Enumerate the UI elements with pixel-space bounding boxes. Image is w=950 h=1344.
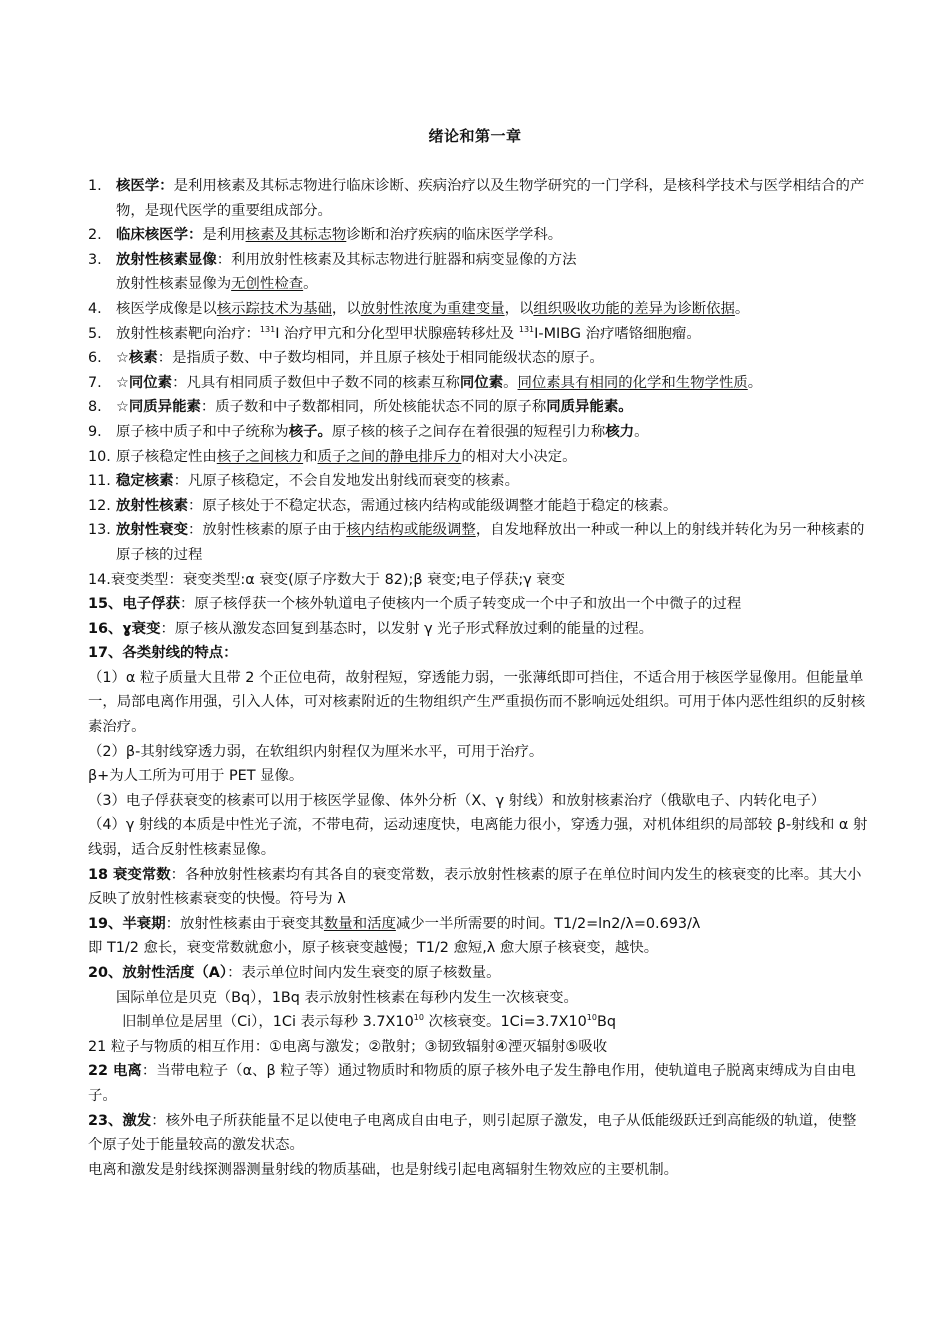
item-16 (88, 617, 868, 642)
item-number: 1. (88, 178, 102, 194)
item-number: 6. (88, 350, 102, 367)
text: ：当带电粒子（α、β 粒子等）通过物质时和物质的原子核外电子发生静电作用，使轨道电子脱离束缚成为自由电子。 (88, 1063, 856, 1104)
item-22 (88, 1059, 868, 1108)
text: ：利用放射性核素及其标志物进行脏器和病变显像的方法 (216, 251, 577, 268)
term: 17、各类射线的特点： (88, 645, 238, 662)
superscript: 10 (586, 1013, 597, 1023)
item-number: 7. (88, 374, 102, 391)
term: 放射性衰变 (116, 522, 188, 539)
item-11 (88, 469, 868, 494)
term: 19、半衰期 (88, 915, 166, 932)
term: 稳定核素 (116, 473, 174, 490)
underlined-text: 质子之间的静电排斥力 (317, 448, 462, 465)
item-4 (88, 297, 868, 322)
text: 。 (747, 374, 763, 391)
text: 原子核中质子和中子统称为 (116, 423, 289, 440)
underlined-text: 核子之间核力 (216, 448, 304, 465)
text: 。 (503, 374, 518, 391)
item-15 (88, 592, 868, 617)
item-20-old-unit (88, 1010, 868, 1035)
term: 放射性核素 (116, 497, 188, 514)
term: 16、ɣ衰变 (88, 620, 161, 637)
text: ：表示单位时间内发生衰变的原子核数量。 (227, 965, 501, 981)
text: 。 (734, 300, 750, 317)
item-1 (88, 174, 868, 223)
text: 次核衰变。1Ci=3.7X10 (423, 1014, 587, 1031)
item-3 (88, 248, 868, 273)
term: 15、电子俘获 (88, 596, 180, 613)
bold-text: 核力 (605, 423, 635, 440)
underlined-text: 核内结构或能级调整 (346, 522, 476, 539)
text: Bq (596, 1014, 616, 1031)
item-number: 3. (88, 251, 102, 268)
text: 的相对大小决定。 (461, 448, 577, 465)
text: 核医学成像是以 (116, 300, 217, 317)
underlined-text: 数量和活度 (323, 915, 396, 932)
term: 核医学： (116, 178, 174, 194)
term: 23、激发 (88, 1112, 152, 1129)
item-number: 4. (88, 300, 102, 317)
item-23 (88, 1109, 868, 1158)
underlined-text: 组织吸收功能的差异为诊断依据 (533, 300, 735, 317)
term: ☆同质异能素 (116, 399, 201, 416)
text: ：凡原子核稳定，不会自发地发出射线而衰变的核素。 (173, 473, 519, 490)
text: 。 (303, 276, 318, 293)
text: I 治疗甲亢和分化型甲状腺癌转移灶及 (275, 325, 519, 342)
item-20 (88, 961, 868, 986)
text: ，以 (504, 300, 534, 317)
text: ，以 (331, 300, 361, 317)
item-12 (88, 494, 868, 519)
term: ☆核素 (116, 350, 158, 367)
text: 原子核稳定性由 (116, 448, 217, 465)
item-2 (88, 223, 868, 248)
term: 18 衰变常数 (88, 866, 171, 883)
term: 20、放射性活度（A） (88, 965, 228, 981)
item-3-cont (88, 272, 868, 297)
text: ：放射性核素的原子由于 (187, 522, 347, 539)
radiation-beta: （2）β-其射线穿透力弱，在软组织内射程仅为厘米水平，可用于治疗。 (88, 743, 544, 760)
item-9 (88, 420, 868, 445)
text: 。 (634, 423, 649, 440)
item-number: 12. (88, 497, 111, 514)
item-8 (88, 395, 868, 420)
item-5 (88, 322, 868, 347)
item-number: 8. (88, 399, 102, 416)
text: ：各种放射性核素均有其各自的衰变常数，表示放射性核素的原子在单位时间内发生的核衰变的比率。其大小反映了放射性核素衰变的快慢。符号为 λ (88, 866, 862, 908)
item-20-si-unit: 国际单位是贝克（Bq），1Bq 表示放射性核素在每秒内发生一次核衰变。 (116, 989, 578, 1006)
radiation-beta-plus: β+为人工所为可用于 PET 显像。 (88, 768, 304, 785)
item-7 (88, 371, 868, 396)
item-17-heading (88, 641, 868, 666)
definition: 是利用核素及其标志物进行临床诊断、疾病治疗以及生物学研究的一门学科，是核科学技术与医学相结合的产物，是现代医学的重要组成部分。 (116, 178, 865, 219)
item-19 (88, 912, 868, 937)
text: ，自发地释放出一种或一种以上的射线并转化为另一种核素的原子核的过程 (116, 522, 865, 563)
item-6 (88, 346, 868, 371)
underlined-text: 核示踪技术为基础 (216, 300, 332, 317)
text: ：质子数和中子数都相同，所处核能状态不同的原子称 (200, 399, 547, 416)
bold-text: 同位素 (459, 374, 504, 391)
text: 旧制单位是居里（Ci），1Ci 表示每秒 3.7X10 (122, 1014, 414, 1031)
item-21: 21 粒子与物质的相互作用：①电离与激发；②散射；③韧致辐射④湮灭辐射⑤吸收 (88, 1038, 608, 1055)
text: 放射性核素靶向治疗： (116, 325, 260, 342)
bold-text: 核子。 (288, 423, 332, 440)
text: ：原子核从激发态回复到基态时，以发射 γ 光子形式释放过剩的能量的过程。 (160, 620, 654, 637)
text: ：放射性核素由于衰变其 (165, 915, 324, 932)
text: I-MIBG 治疗嗜铬细胞瘤。 (534, 325, 701, 342)
document-body (88, 174, 868, 1182)
superscript: 131 (518, 324, 535, 334)
underlined-text: 放射性浓度为重建变量 (360, 300, 505, 317)
text: 减少一半所需要的时间。T1/2=ln2/λ=0.693/λ (395, 915, 701, 932)
text: ：是指质子数、中子数均相同，并且原子核处于相同能级状态的原子。 (157, 350, 604, 367)
underlined-text: 无创性检查 (231, 276, 304, 293)
text: 原子核的核子之间存在着很强的短程引力称 (331, 423, 606, 440)
term: ☆同位素 (116, 374, 173, 391)
item-number: 2. (88, 227, 102, 244)
item-19-cont: 即 T1/2 愈长，衰变常数就愈小，原子核衰变越慢；T1/2 愈短,λ 愈大原子核衰变，越快。 (88, 940, 659, 957)
item-13 (88, 518, 868, 567)
text: ：凡具有相同质子数但中子数不同的核素互称 (172, 374, 460, 391)
radiation-gamma: （4）γ 射线的本质是中性光子流，不带电荷，运动速度快，电离能力很小，穿透力强，对机体组织的局部较 β-射线和 α 射线弱，适合反射性核素显像。 (88, 817, 868, 859)
text: 诊断和治疗疾病的临床医学学科。 (346, 227, 563, 244)
page-title: 绪论和第一章 (428, 127, 522, 145)
radiation-alpha: （1）α 粒子质量大且带 2 个正位电荷，故射程短，穿透能力弱，一张薄纸即可挡住，不适合用于核医学显像用。但能量单一，局部电离作用强，引入人体，可对核素附近的生物组织产生严重损伤而不影响远处组织。可用于体内恶性组织的反射核素治疗。 (88, 669, 866, 736)
text: 是利用 (202, 227, 246, 244)
underlined-text: 同位素具有相同的化学和生物学性质 (517, 374, 748, 391)
superscript: 10 (413, 1013, 424, 1023)
text: 放射性核素显像为 (116, 276, 232, 293)
item-18 (88, 863, 868, 912)
item-10 (88, 445, 868, 470)
item-number: 10. (88, 448, 111, 465)
superscript: 131 (259, 324, 276, 334)
underlined-text: 核素及其标志物 (245, 227, 347, 244)
item-number: 9. (88, 423, 102, 440)
item-number: 11. (88, 473, 111, 490)
text: ：核外电子所获能量不足以使电子电离成自由电子，则引起原子激发，电子从低能级跃迁到高能级的轨道，使整个原子处于能量较高的激发状态。 (88, 1112, 857, 1154)
text: ：原子核俘获一个核外轨道电子使核内一个质子转变成一个中子和放出一个中微子的过程 (179, 596, 742, 613)
closing-paragraph: 电离和激发是射线探测器测量射线的物质基础，也是射线引起电离辐射生物效应的主要机制。 (88, 1161, 679, 1178)
text: 和 (303, 448, 318, 465)
item-14: 14.衰变类型：衰变类型:α 衰变(原子序数大于 82);β 衰变;电子俘获;γ 衰变 (88, 571, 566, 588)
item-number: 5. (88, 325, 102, 342)
radiation-ec: （3）电子俘获衰变的核素可以用于核医学显像、体外分析（X、γ 射线）和放射核素治疗（俄歇电子、内转化电子） (88, 792, 826, 809)
term: 临床核医学： (116, 227, 203, 244)
term: 22 电离 (88, 1063, 142, 1080)
item-number: 13. (88, 522, 111, 539)
term: 放射性核素显像 (116, 251, 217, 268)
text: ：原子核处于不稳定状态，需通过核内结构或能级调整才能趋于稳定的核素。 (187, 497, 678, 514)
bold-text: 同质异能素。 (546, 399, 633, 416)
